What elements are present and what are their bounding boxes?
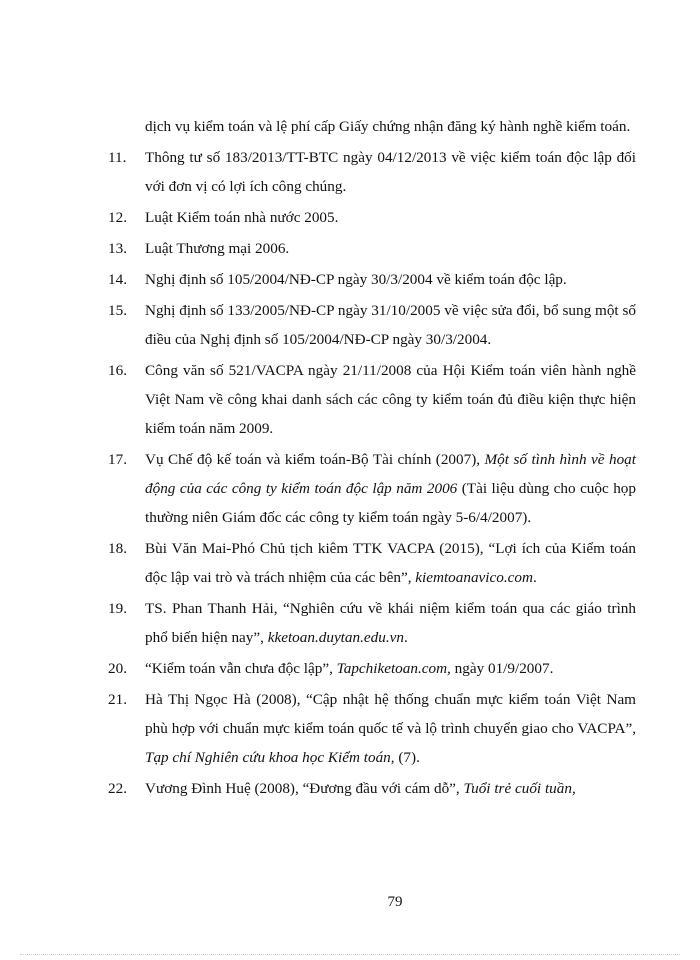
reference-item bbox=[108, 685, 636, 772]
reference-segment: Luật Kiểm toán nhà nước 2005. bbox=[145, 209, 339, 226]
reference-segment: Vụ Chế độ kế toán và kiểm toán-Bộ Tài chính (2007), bbox=[145, 451, 485, 468]
reference-italic-segment: Một số tình hình về hoạt động của các công ty kiểm toán độc lập năm 2006 bbox=[145, 451, 636, 497]
reference-text bbox=[145, 654, 636, 683]
reference-text bbox=[145, 685, 636, 772]
reference-item bbox=[108, 296, 636, 354]
reference-segment: Luật Thương mại 2006. bbox=[145, 240, 290, 257]
reference-text bbox=[145, 774, 636, 803]
reference-segment: Bùi Văn Mai-Phó Chủ tịch kiêm TTK VACPA (2015), “Lợi ích của Kiểm toán độc lập vai trò và trách nhiệm của các bên”, bbox=[145, 540, 636, 586]
reference-italic-segment: Tạp chí Nghiên cứu khoa học Kiểm toán, bbox=[145, 749, 395, 766]
reference-text bbox=[145, 203, 636, 232]
reference-segment: Công văn số 521/VACPA ngày 21/11/2008 của Hội Kiểm toán viên hành nghề Việt Nam về công khai danh sách các công ty kiểm toán đủ điều kiện thực hiện kiểm toán năm 2009. bbox=[145, 362, 636, 437]
reference-text bbox=[145, 265, 636, 294]
reference-number: 14. bbox=[108, 271, 127, 288]
reference-segment: ngày 01/9/2007. bbox=[450, 660, 554, 677]
reference-text bbox=[145, 594, 636, 652]
reference-segment: dịch vụ kiểm toán và lệ phí cấp Giấy chứng nhận đăng ký hành nghề kiểm toán. bbox=[145, 118, 631, 135]
reference-segment: Hà Thị Ngọc Hà (2008), “Cập nhật hệ thống chuẩn mực kiểm toán Việt Nam phù hợp với chuẩn mực kiểm toán quốc tế và lộ trình chuyển giao cho VACPA”, bbox=[145, 691, 636, 737]
reference-segment: . bbox=[403, 629, 408, 646]
reference-text bbox=[145, 112, 636, 141]
reference-item bbox=[145, 112, 636, 141]
reference-segment: (7). bbox=[394, 749, 420, 766]
reference-text bbox=[145, 143, 636, 201]
reference-text bbox=[145, 534, 636, 592]
reference-number: 19. bbox=[108, 600, 127, 617]
reference-number: 21. bbox=[108, 691, 127, 708]
reference-item bbox=[108, 356, 636, 443]
reference-item bbox=[108, 774, 636, 803]
reference-segment: Vương Đình Huệ (2008), “Đương đầu với cám dỗ”, bbox=[145, 780, 464, 797]
reference-number: 16. bbox=[108, 362, 127, 379]
reference-number: 15. bbox=[108, 302, 127, 319]
reference-italic-segment: kketoan.duytan.edu.vn bbox=[267, 629, 404, 646]
reference-item bbox=[108, 534, 636, 592]
reference-item bbox=[108, 654, 636, 683]
reference-italic-segment: Tapchiketoan.com, bbox=[336, 660, 451, 677]
reference-number: 20. bbox=[108, 660, 127, 677]
reference-number: 13. bbox=[108, 240, 127, 257]
reference-segment: (Tài liệu dùng cho cuộc họp thường niên Giám đốc các công ty kiểm toán ngày 5-6/4/2007). bbox=[145, 480, 636, 526]
reference-list bbox=[108, 112, 636, 805]
reference-segment: TS. Phan Thanh Hải, “Nghiên cứu về khái niệm kiểm toán qua các giáo trình phổ biến hiện nay”, bbox=[145, 600, 636, 646]
reference-item bbox=[108, 203, 636, 232]
reference-number: 22. bbox=[108, 780, 127, 797]
reference-number: 17. bbox=[108, 451, 127, 468]
reference-segment: . bbox=[532, 569, 537, 586]
reference-item bbox=[108, 445, 636, 532]
reference-number: 12. bbox=[108, 209, 127, 226]
reference-segment: Nghị định số 133/2005/NĐ-CP ngày 31/10/2005 về việc sửa đổi, bổ sung một số điều của Nghị định số 105/2004/NĐ-CP ngày 30/3/2004. bbox=[145, 302, 636, 348]
reference-item bbox=[108, 234, 636, 263]
reference-italic-segment: kiemtoanavico.com bbox=[415, 569, 533, 586]
reference-text bbox=[145, 296, 636, 354]
reference-number: 11. bbox=[108, 149, 127, 166]
reference-item bbox=[108, 594, 636, 652]
reference-text bbox=[145, 445, 636, 532]
reference-number: 18. bbox=[108, 540, 127, 557]
reference-text bbox=[145, 356, 636, 443]
page-bottom-divider bbox=[20, 954, 680, 955]
reference-italic-segment: Tuổi trẻ cuối tuần, bbox=[463, 780, 576, 797]
reference-segment: Nghị định số 105/2004/NĐ-CP ngày 30/3/2004 về kiểm toán độc lập. bbox=[145, 271, 567, 288]
reference-segment: “Kiểm toán vẫn chưa độc lập”, bbox=[145, 660, 337, 677]
page-number: 79 bbox=[387, 894, 403, 910]
reference-item bbox=[108, 143, 636, 201]
reference-segment: Thông tư số 183/2013/TT-BTC ngày 04/12/2013 về việc kiểm toán độc lập đối với đơn vị có lợi ích công chúng. bbox=[145, 149, 636, 195]
reference-item bbox=[108, 265, 636, 294]
reference-text bbox=[145, 234, 636, 263]
